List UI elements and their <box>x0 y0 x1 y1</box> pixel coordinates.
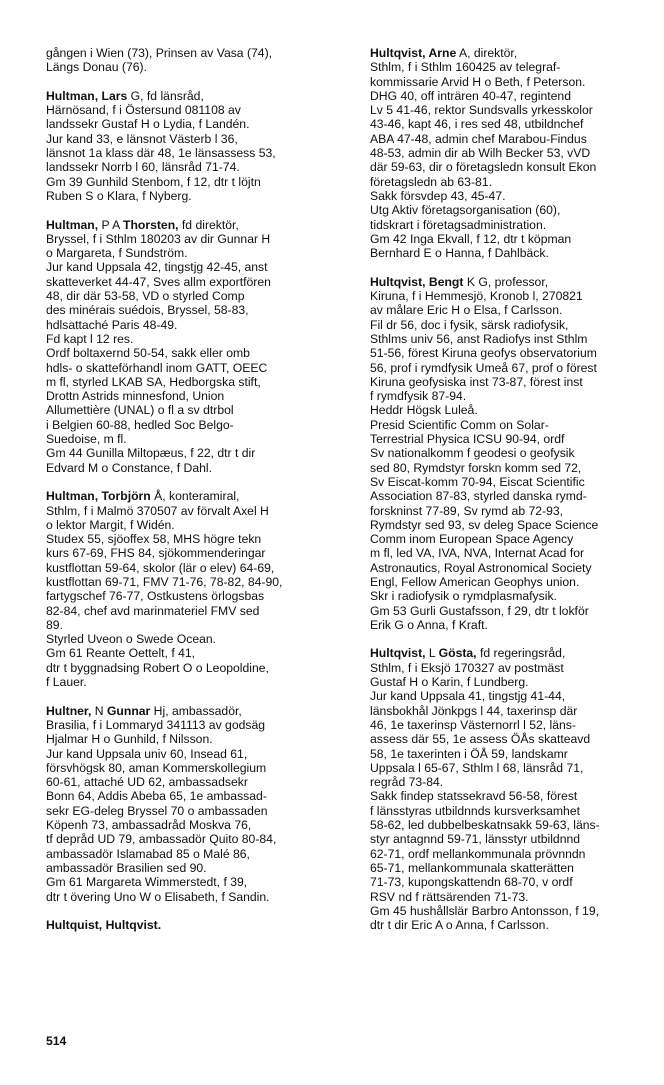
entry-text-line: o Margareta, f Sundström. <box>46 246 188 261</box>
entry-text-line: sekr EG-deleg Bryssel 70 o ambassaden <box>46 803 268 818</box>
entry-text-line: där 59-63, dir o företagsledn konsult Ekon <box>370 160 597 175</box>
entry-text-line: Utg Aktiv företagsorganisation (60), <box>370 203 561 218</box>
page-number: 514 <box>46 1034 67 1048</box>
entry-text-line: 58-62, led dubbelbeskatnsakk 59-63, läns- <box>370 818 600 833</box>
entry-text-line: styr antagnnd 59-71, länsstyr utbildnnd <box>370 832 581 847</box>
entry-text-line: 82-84, chef avd marinmateriel FMV sed <box>46 603 260 618</box>
entry-given-name: Gösta, <box>438 646 477 661</box>
entry-heading-line <box>46 704 342 718</box>
entry-text-line: Engl, Fellow American Geophys union. <box>370 574 580 589</box>
entry-text-line: 58, 1e taxerinten i ÖÅ 59, landskamr <box>370 746 568 761</box>
entry-text-line: Härnösand, f i Östersund 081108 av <box>46 103 241 118</box>
entry-text-line: dtr t byggnadsing Robert O o Leopoldine, <box>46 660 269 675</box>
entry-text-line: Brasilia, f i Lommaryd 341113 av godsäg <box>46 717 266 732</box>
entry-text-line: f rymdfysik 87-94. <box>370 389 467 404</box>
biography-entry <box>46 918 342 932</box>
entry-title: fd direktör, <box>178 217 239 232</box>
entry-text-line: Köpenh 73, ambassadråd Moskva 76, <box>46 818 252 833</box>
entry-name: Hultqvist, Arne <box>370 46 457 60</box>
entry-text-line: 46, 1e taxerinsp Västernorrl l 52, läns- <box>370 717 576 732</box>
biography-entry <box>370 46 652 260</box>
entry-text-line: Terrestrial Physica ICSU 90-94, ordf <box>370 432 565 447</box>
entry-text-line: 62-71, ordf mellankommunala prövnndn <box>370 846 586 861</box>
entry-text-line: tidskrart i företagsadministration. <box>370 217 547 232</box>
entry-text-line: Allumettière (UNAL) o fl a sv dtrbol <box>46 403 234 418</box>
entry-text-line: Gustaf H o Karin, f Lundberg. <box>370 675 529 690</box>
left-column <box>46 46 342 947</box>
entry-text-line: 51-56, förest Kiruna geofys observatorium <box>370 346 597 361</box>
entry-text-line: DHG 40, off inträren 40-47, regintend <box>370 88 571 103</box>
entry-text-line: 60-61, attaché UD 62, ambassadsekr <box>46 775 248 790</box>
entry-text-line: Bernhard E o Hanna, f Dahlbäck. <box>370 246 549 261</box>
entry-text-line: Bryssel, f i Sthlm 180203 av dir Gunnar H <box>46 231 271 246</box>
entry-text-line: Uppsala l 65-67, Sthlm l 68, länsråd 71, <box>370 760 584 775</box>
entry-text-line: regråd 73-84. <box>370 775 444 790</box>
entry-text-line: hdlsattaché Paris 48-49. <box>46 317 178 332</box>
entry-name: Hultman, Lars <box>46 88 128 103</box>
entry-text-line: Gm 61 Margareta Wimmerstedt, f 39, <box>46 875 248 890</box>
entry-text-line: ABA 47-48, admin chef Marabou-Findus <box>370 131 587 146</box>
entry-text-line: Suedoise, m fl. <box>46 432 127 447</box>
entry-text-line: Gm 39 Gunhild Stenbom, f 12, dtr t löjtn <box>46 174 261 189</box>
entry-text-line: Rymdstyr sed 93, sv deleg Space Science <box>370 517 599 532</box>
entry-text-line: dtr t dir Eric A o Anna, f Carlsson. <box>370 918 549 933</box>
entry-text-line: assess där 55, 1e assess ÖÅs skatteavd <box>370 732 591 747</box>
entry-text-line: landssekr Norrb l 60, länsråd 71-74. <box>46 160 240 175</box>
entry-text-line: Gm 61 Reante Oettelt, f 41, <box>46 646 196 661</box>
entry-name: Hultqvist, <box>370 646 426 661</box>
entry-text-line: Lv 5 41-46, rektor Sundsvalls yrkesskolor <box>370 103 593 118</box>
entry-text-line: landssekr Gustaf H o Lydia, f Landén. <box>46 117 250 132</box>
entry-heading-line <box>46 218 342 232</box>
entry-title: A, direktör, <box>456 46 518 60</box>
entry-text-line: Gm 42 Inga Ekvall, f 12, dtr t köpman <box>370 231 572 246</box>
entry-text-line: Gm 45 hushållslär Barbro Antonsson, f 19, <box>370 903 599 918</box>
entry-text-line: 89. <box>46 617 63 632</box>
entry-text-line: Studex 55, sjöoffex 58, MHS högre tekn <box>46 532 262 547</box>
entry-text-line: 48-53, admin dir ab Wilh Becker 53, vVD <box>370 146 591 161</box>
entry-text-line: Jur kand Uppsala univ 60, Insead 61, <box>46 746 248 761</box>
entry-text-line: m fl, led VA, IVA, NVA, Internat Acad for <box>370 546 585 561</box>
entry-text-line: dtr t övering Uno W o Elisabeth, f Sandin. <box>46 889 270 904</box>
entry-text-line: f Lauer. <box>46 675 87 690</box>
entry-title: fd regeringsråd, <box>476 646 566 661</box>
entry-text-line: av målare Eric H o Elsa, f Carlsson. <box>370 303 563 318</box>
entry-text-line: Fil dr 56, doc i fysik, särsk radiofysik, <box>370 317 569 332</box>
entry-text-line: Sakk försvdep 43, 45-47. <box>370 188 506 203</box>
entry-text-line: 48, dir där 53-58, VD o styrled Comp <box>46 289 245 304</box>
entry-text-line: tf depråd UD 79, ambassadör Quito 80-84, <box>46 832 277 847</box>
entry-initials: P A <box>98 217 123 232</box>
entry-text-line: kurs 67-69, FHS 84, sjökommenderingar <box>46 546 266 561</box>
entry-text-line: Skr i radiofysik o rymdplasmafysik. <box>370 589 557 604</box>
entry-text-line: i Belgien 60-88, hedled Soc Belgo- <box>46 417 234 432</box>
entry-text-line: kustflottan 69-71, FMV 71-76, 78-82, 84-90, <box>46 574 283 589</box>
entry-heading-line <box>46 918 342 932</box>
entry-text-line: Gm 44 Gunilla Miltopæus, f 22, dtr t dir <box>46 446 256 461</box>
entry-heading-line <box>370 275 652 289</box>
biography-entry <box>46 46 342 75</box>
entry-heading-line <box>46 489 342 503</box>
entry-text-line: RSV nd f rättsärenden 71-73. <box>370 889 529 904</box>
entry-text-line: länsnot 1a klass där 48, 1e länsassess 53, <box>46 146 276 161</box>
entry-initials: L <box>425 646 439 661</box>
entry-text-line: 43-46, kapt 46, i res sed 48, utbildnchef <box>370 117 584 132</box>
entry-text-line: Jur kand Uppsala 42, tingstjg 42-45, anst <box>46 260 268 275</box>
entry-text-line: Sthlm, f i Eksjö 170327 av postmäst <box>370 660 564 675</box>
entry-name: Hultman, <box>46 217 99 232</box>
entry-text-line: f länsstyras utbildnnds kursverksamhet <box>370 803 580 818</box>
entry-text-line: Kiruna geofysiska inst 73-87, förest inst <box>370 374 583 389</box>
entry-text-line: ambassadör Brasilien sed 90. <box>46 860 207 875</box>
entry-text-line: Jur kand 33, e länsnot Västerb l 36, <box>46 131 238 146</box>
entry-text-line: Sthlms univ 56, anst Radiofys inst Sthlm <box>370 331 588 346</box>
entry-text-line: Jur kand Uppsala 41, tingstjg 41-44, <box>370 689 566 704</box>
entry-text-line: hdls- o skatteförhandl inom GATT, OEEC <box>46 360 268 375</box>
biography-entry <box>370 646 652 932</box>
entry-text-line: Comm inom European Space Agency <box>370 532 574 547</box>
entry-name: Hultner, <box>46 703 92 718</box>
entry-given-name: Gunnar <box>106 703 151 718</box>
entry-text-line: Association 87-83, styrled danska rymd- <box>370 489 587 504</box>
entry-heading-line <box>370 646 652 660</box>
biography-entry <box>46 89 342 203</box>
entry-text-line: gången i Wien (73), Prinsen av Vasa (74), <box>46 46 273 60</box>
entry-name: Hultman, Torbjörn <box>46 489 151 504</box>
entry-text-line: Ruben S o Klara, f Nyberg. <box>46 188 192 203</box>
entry-name: Hultquist, Hultqvist. <box>46 918 162 933</box>
entry-text-line: kommissarie Arvid H o Beth, f Peterson. <box>370 74 586 89</box>
entry-text-line: Edvard M o Constance, f Dahl. <box>46 460 212 475</box>
entry-heading-line <box>370 46 652 60</box>
entry-text-line: Hjalmar H o Gunhild, f Nilsson. <box>46 732 213 747</box>
entry-name: Hultqvist, Bengt <box>370 274 464 289</box>
entry-text-line: Astronautics, Royal Astronomical Society <box>370 560 592 575</box>
entry-text-line: des minérais suédois, Bryssel, 58-83, <box>46 303 249 318</box>
entry-text-line: försvhögsk 80, aman Kommerskollegium <box>46 760 267 775</box>
entry-text-line: m fl, styrled LKAB SA, Hedborgska stift, <box>46 374 261 389</box>
entry-text-line: Fd kapt l 12 res. <box>46 331 134 346</box>
biography-entry <box>46 218 342 475</box>
entry-text-line: Gm 53 Gurli Gustafsson, f 29, dtr t lokför <box>370 603 589 618</box>
entry-title: G, fd länsråd, <box>127 88 204 103</box>
entry-text-line: länsbokhål Jönkpgs l 44, taxerinsp där <box>370 703 578 718</box>
entry-text-line: Sthlm, f i Malmö 370507 av förvalt Axel H <box>46 503 269 518</box>
entry-initials: N <box>91 703 107 718</box>
entry-title: Hj, ambassadör, <box>150 703 242 718</box>
entry-text-line: Erik G o Anna, f Kraft. <box>370 617 488 632</box>
entry-text-line: Heddr Högsk Luleå. <box>370 403 478 418</box>
entry-text-line: Presid Scientific Comm on Solar- <box>370 417 549 432</box>
entry-text-line: ambassadör Islamabad 85 o Malé 86, <box>46 846 250 861</box>
entry-title: Å, konteramiral, <box>150 489 240 504</box>
entry-text-line: Kiruna, f i Hemmesjö, Kronob l, 270821 <box>370 289 583 304</box>
entry-text-line: Styrled Uveon o Swede Ocean. <box>46 632 217 647</box>
entry-heading-line <box>46 89 342 103</box>
entry-text-line: Bonn 64, Addis Abeba 65, 1e ambassad- <box>46 789 267 804</box>
entry-text-line: skatteverket 44-47, Sves allm exportfören <box>46 274 271 289</box>
entry-text-line: Sakk findep statssekravd 56-58, förest <box>370 789 578 804</box>
entry-text-line: Ordf boltaxernd 50-54, sakk eller omb <box>46 346 250 361</box>
entry-text-line: fartygschef 76-77, Ostkustens örlogsbas <box>46 589 265 604</box>
entry-text-line: 56, prof i rymdfysik Umeå 67, prof o förest <box>370 360 597 375</box>
entry-text-line: sed 80, Rymdstyr forskn komm sed 72, <box>370 460 582 475</box>
entry-text-line: Sthlm, f i Sthlm 160425 av telegraf- <box>370 60 561 75</box>
entry-text-line: företagsledn ab 63-81. <box>370 174 492 189</box>
entry-text-line: 71-73, kupongskattendn 68-70, v ordf <box>370 875 573 890</box>
biography-entry <box>46 489 342 689</box>
entry-text-line: o lektor Margit, f Widén. <box>46 517 175 532</box>
entry-text-line: Sv Eiscat-komm 70-94, Eiscat Scientific <box>370 474 585 489</box>
entry-text-line: kustflottan 59-64, skolor (lär o elev) 64-69, <box>46 560 275 575</box>
right-column <box>370 46 652 947</box>
entry-title: K G, professor, <box>463 274 549 289</box>
entry-text-line: 65-71, mellankommunala skatterätten <box>370 860 574 875</box>
biography-entry <box>46 704 342 904</box>
entry-text-line: Sv nationalkomm f geodesi o geofysik <box>370 446 575 461</box>
entry-text-line: Längs Donau (76). <box>46 60 147 75</box>
biography-entry <box>370 275 652 632</box>
entry-text-line: forskninst 77-89, Sv rymd ab 72-93, <box>370 503 564 518</box>
entry-text-line: Drottn Astrids minnesfond, Union <box>46 389 225 404</box>
entry-given-name: Thorsten, <box>123 217 179 232</box>
